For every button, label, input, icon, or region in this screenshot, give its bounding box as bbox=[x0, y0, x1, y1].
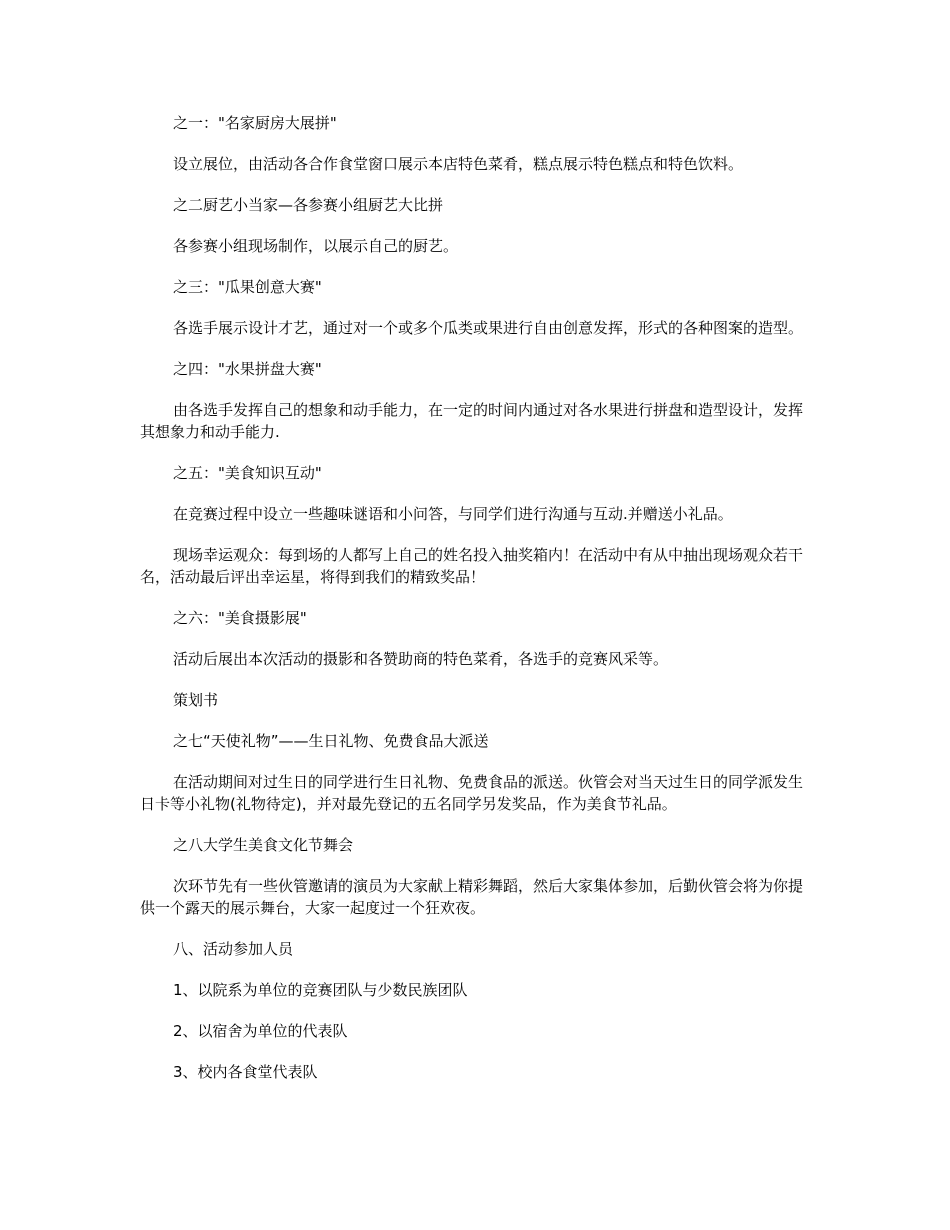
list-item: 2、以宿舍为单位的代表队 bbox=[173, 1022, 348, 1040]
section-heading-participants: 八、活动参加人员 bbox=[173, 940, 294, 958]
paragraph: 各参赛小组现场制作，以展示自己的厨艺。 bbox=[173, 237, 459, 255]
section-heading-8: 之八大学生美食文化节舞会 bbox=[173, 836, 354, 854]
paragraph: 次环节先有一些伙管邀请的演员为大家献上精彩舞蹈，然后大家集体参加，后勤伙管会将为你提供一个露天的展示舞台，大家一起度过一个狂欢夜。 bbox=[140, 877, 804, 917]
paragraph: 由各选手发挥自己的想象和动手能力，在一定的时间内通过对各水果进行拼盘和造型设计，发挥其想象力和动手能力. bbox=[140, 401, 804, 441]
paragraph: 设立展位，由活动各合作食堂窗口展示本店特色菜肴，糕点展示特色糕点和特色饮料。 bbox=[173, 155, 744, 173]
section-heading-2: 之二厨艺小当家—各参赛小组厨艺大比拼 bbox=[173, 196, 444, 214]
list-item: 1、以院系为单位的竞赛团队与少数民族团队 bbox=[173, 981, 468, 999]
paragraph: 在竞赛过程中设立一些趣味谜语和小问答，与同学们进行沟通与互动.并赠送小礼品。 bbox=[173, 505, 733, 523]
section-heading-6: 之六："美食摄影展" bbox=[173, 609, 307, 627]
list-item: 3、校内各食堂代表队 bbox=[173, 1063, 318, 1081]
section-heading-7: 之七“天使礼物”——生日礼物、免费食品大派送 bbox=[173, 732, 489, 750]
document-body bbox=[140, 112, 812, 1102]
inline-label: 策划书 bbox=[173, 691, 219, 709]
paragraph: 现场幸运观众：每到场的人都写上自己的姓名投入抽奖箱内！在活动中有从中抽出现场观众若干名，活动最后评出幸运星，将得到我们的精致奖品！ bbox=[140, 546, 804, 586]
section-heading-4: 之四："水果拼盘大赛" bbox=[173, 360, 322, 378]
paragraph: 活动后展出本次活动的摄影和各赞助商的特色菜肴，各选手的竞赛风采等。 bbox=[173, 650, 669, 668]
section-heading-1: 之一："名家厨房大展拼" bbox=[173, 114, 337, 132]
paragraph: 在活动期间对过生日的同学进行生日礼物、免费食品的派送。伙管会对当天过生日的同学派发生日卡等小礼物(礼物待定)，并对最先登记的五名同学另发奖品，作为美食节礼品。 bbox=[140, 773, 804, 813]
section-heading-3: 之三："瓜果创意大赛" bbox=[173, 278, 322, 296]
paragraph: 各选手展示设计才艺，通过对一个或多个瓜类或果进行自由创意发挥，形式的各种图案的造型。 bbox=[173, 319, 804, 337]
section-heading-5: 之五："美食知识互动" bbox=[173, 464, 322, 482]
